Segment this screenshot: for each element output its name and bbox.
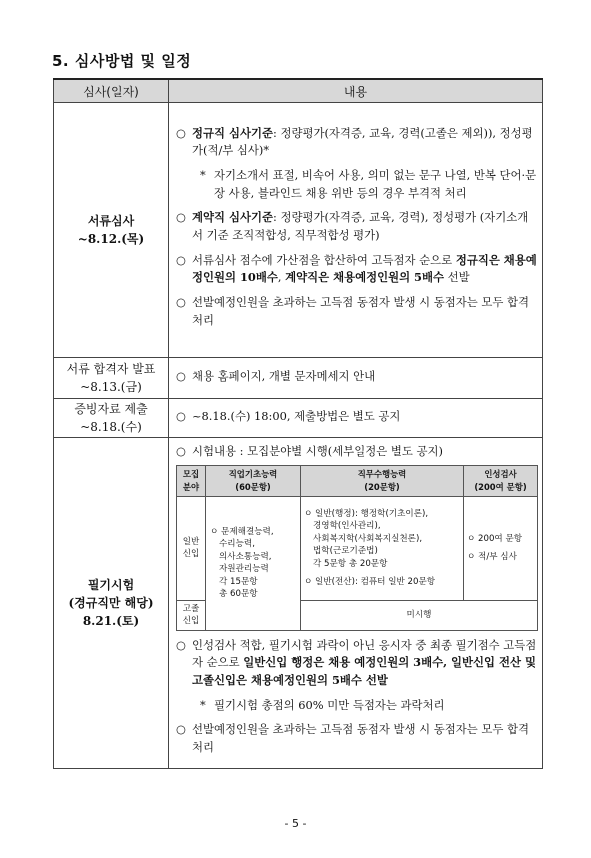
content-written-exam bbox=[169, 438, 543, 769]
exam-subjects-table bbox=[176, 465, 538, 631]
circle-bullet-icon: ○ bbox=[176, 722, 186, 737]
row-evidence-submission bbox=[54, 399, 543, 438]
sub-label-highschool: 고졸 신입 bbox=[177, 600, 206, 630]
sub-label-general: 일반 신입 bbox=[177, 496, 206, 600]
sub-personality-content: ㅇ 200여 문항 ㅇ 적/부 심사 bbox=[464, 496, 538, 600]
circle-bullet-icon: ○ bbox=[176, 295, 186, 310]
label-written-exam: 필기시험 (경규직만 해당) 8.21.(토) bbox=[54, 438, 169, 769]
circle-bullet-icon: ○ bbox=[176, 637, 186, 652]
sub-header-personality: 인성검사 (200여 문항) bbox=[464, 465, 538, 496]
label-document-review: 서류심사 ~8.12.(목) bbox=[54, 103, 169, 358]
row-document-pass bbox=[54, 358, 543, 399]
tie-rule: ○ 선발예정인원을 초과하는 고득점 동점자 발생 시 동점자는 모두 합격 처리 bbox=[176, 295, 530, 327]
exam-content: ○ 시험내용 : 모집분야별 시행(세부일정은 별도 공지) bbox=[174, 443, 538, 461]
circle-bullet-icon: ○ bbox=[176, 252, 186, 267]
circle-bullet-icon: ○ bbox=[176, 409, 186, 424]
section-title: 5. 심사방법 및 일정 bbox=[52, 52, 192, 70]
header-review-date: 심사(일자) bbox=[54, 79, 169, 103]
sub-basic-content: ㅇ 문제해결능력, 수리능력, 의사소통능력, 자원관리능력 각 15문항 총 60문항 bbox=[206, 496, 301, 630]
sub-not-applicable: 미시행 bbox=[301, 600, 538, 630]
row-document-review bbox=[54, 103, 543, 358]
written-tie-rule: ○ 선발예정인원을 초과하는 고득점 동점자 발생 시 동점자는 모두 합격 처리 bbox=[176, 722, 530, 754]
asterisk-icon: * bbox=[200, 697, 206, 712]
circle-bullet-icon: ○ bbox=[176, 210, 186, 225]
note-disqualification: * 자기소개서 표절, 비속어 사용, 의미 없는 문구 나열, 반복 단어·문장 사용, 블라인드 채용 위반 등의 경우 부격적 처리 bbox=[200, 167, 537, 200]
circle-bullet-icon: ○ bbox=[176, 369, 186, 384]
sub-header-job: 직무수행능력 (20문항) bbox=[301, 465, 464, 496]
row-written-exam bbox=[54, 438, 543, 769]
selection-rule: ○ 서류심사 점수에 가산점을 합산하여 고득점자 순으로 정규직은 채용예정인원의 10배수, 계약직은 채용예정인원의 5배수 선발 bbox=[176, 252, 537, 285]
label-evidence-submission: 증빙자료 제출 ~8.18.(수) bbox=[54, 399, 169, 438]
content-document-review bbox=[169, 103, 543, 358]
criteria-regular: ○ 정규직 심사기준: 정량평가(자격증, 교육, 경력(고졸은 제외)), 정성평가(적/부 심사)* bbox=[176, 125, 533, 158]
content-document-pass: ○ 채용 홈페이지, 개별 문자메세지 안내 bbox=[169, 358, 543, 399]
sub-job-content: ㅇ 일반(행정): 행정학(기초이론), 경영학(인사관리), 사회복지학(사회복지실천론), 법학(근로기준법) 각 5문항 총 20문항 ㅇ 일반(전산): 컴퓨터 일반 20문항 bbox=[301, 496, 464, 600]
sub-header-basic: 직업기초능력 (60문항) bbox=[206, 465, 301, 496]
label-document-pass: 서류 합격자 발표 ~8.13.(금) bbox=[54, 358, 169, 399]
note-cutoff: * 필기시험 총점의 60% 미만 득점자는 과락처리 bbox=[190, 697, 538, 715]
asterisk-icon: * bbox=[200, 167, 206, 182]
circle-bullet-icon: ○ bbox=[176, 444, 186, 458]
criteria-contract: ○ 계약직 심사기준: 정량평가(자격증, 교육, 경력), 정성평가 (자기소개서 기준 조직적합성, 직무적합성 평가) bbox=[176, 210, 529, 242]
content-evidence-submission: ○ ~8.18.(수) 18:00, 제출방법은 별도 공지 bbox=[169, 399, 543, 438]
written-selection-rule: ○ 인성검사 적합, 필기시험 과락이 아닌 응시자 중 최종 필기점수 고득점자 순으로 일반신입 행정은 채용 예정인원의 3배수, 일반신입 전산 및 고졸신입은 채용예정인원의 5배수 선발 bbox=[176, 637, 537, 687]
review-schedule-table bbox=[53, 78, 543, 769]
circle-bullet-icon: ○ bbox=[176, 125, 186, 140]
sub-header-field: 모집 분야 bbox=[177, 465, 206, 496]
header-content: 내용 bbox=[169, 79, 543, 103]
page-number: - 5 - bbox=[284, 817, 307, 830]
